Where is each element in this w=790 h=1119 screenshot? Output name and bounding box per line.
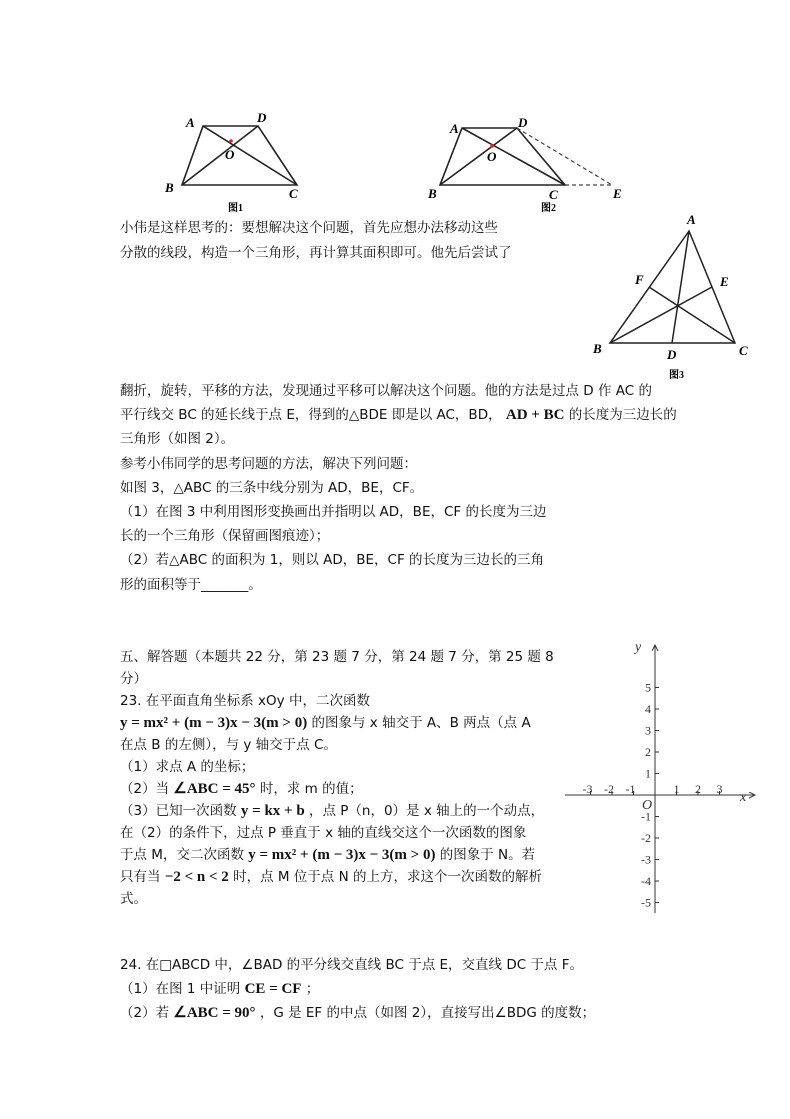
p23-q2-math: ∠ABC = 45° [173,781,256,797]
p22-line3: 翻折，旋转，平移的方法，发现通过平移可以解决这个问题。他的方法是过点 D 作 AC 的 [120,383,652,399]
x-tick-label: -3 [582,782,593,796]
fig3-label-B: B [593,341,602,356]
p23-q2-post: 时，求 m 的值； [259,781,363,797]
p23-q3-line3-math: y = mx² + (m − 3)x − 3(m > 0) [248,847,436,863]
p24-q2-math: ∠ABC = 90° [173,1005,256,1021]
p24-q2-post: ，G 是 EF 的中点（如图 2），直接写出∠BDG 的度数； [259,1005,596,1021]
x-tick-label: 3 [716,782,723,796]
y-tick-label: -4 [641,874,651,888]
p22-line4 [120,406,677,424]
fig1-label-C: C [289,186,298,201]
p23-q3-line4-pre: 只有当 [120,869,161,885]
p23-q2-pre: （2）当 [120,781,170,797]
p23-q3-line3-pre: 于点 M，交二次函数 [120,847,244,863]
p23-q3-line3-post: 的图象于 N。若 [439,847,536,863]
fig2-label-B: B [428,186,437,201]
fig2-caption: 图2 [541,203,556,214]
y-tick-label: -5 [641,895,651,910]
coordinate-axes [560,635,770,920]
fig1-label-B: B [165,180,174,195]
p23-q3-line2: 在（2）的条件下，过点 P 垂直于 x 轴的直线交这个一次函数的图象 [120,825,527,841]
p23-q3-line3 [120,846,535,864]
p22-line1: 小伟是这样思考的：要想解决这个问题，首先应想办法移动这些 [120,220,498,236]
p24-q1 [120,980,319,998]
x-tick-label: -2 [604,782,614,796]
y-tick-label: 3 [645,723,651,738]
p22-line11: 形的面积等于_______。 [120,577,262,593]
p24-q2-pre: （2）若 [120,1005,170,1021]
p24-line1: 24. 在□ABCD 中，∠BAD 的平分线交直线 BC 于点 E，交直线 DC 于点 F。 [120,957,583,973]
fig3-label-D: D [667,347,677,362]
p23-q3-line4 [120,868,542,886]
p22-line6: 参考小伟同学的思考问题的方法，解决下列问题： [120,456,417,472]
y-tick-label: 5 [645,680,651,695]
p23-q1: （1）求点 A 的坐标； [120,759,255,775]
fig2-label-E: E [613,186,622,201]
origin-label: O [642,798,653,813]
x-tick-label: 1 [673,782,680,796]
fig3-label-F: F [635,272,644,287]
fig2-label-C: C [549,187,558,202]
section5-heading: 五、解答题（本题共 22 分，第 23 题 7 分，第 24 题 7 分，第 25 题 8 [120,649,554,665]
p23-q2 [120,780,363,798]
p23-q3-post: ，点 P（n，0）是 x 轴上的一个动点， [308,803,545,819]
p23-line2 [120,714,531,732]
figure-1 [160,105,310,215]
p22-line4-tail: 的长度为三边长的 [568,407,677,423]
p23-line1: 23. 在平面直角坐标系 xOy 中，二次函数 [120,693,370,709]
p22-line10: （2）若△ABC 的面积为 1，则以 AD，BE，CF 的长度为三边长的三角 [120,552,545,568]
y-tick-label: 2 [645,745,651,759]
fig3-label-A: A [687,212,696,227]
p23-q3-line4-post: 时，点 M 位于点 N 的上方，求这个一次函数的解析 [233,869,542,885]
y-tick-label: 1 [645,766,651,781]
section5-heading-cont: 分） [120,671,147,687]
p22-line4-math: AD + BC [505,407,565,423]
fig3-label-E: E [720,274,729,289]
y-tick-label: -3 [641,852,651,867]
p22-line5: 三角形（如图 2）。 [120,431,235,447]
p23-q3 [120,802,544,820]
y-axis-label: y [635,640,642,655]
fig1-caption: 图1 [228,203,243,214]
p22-line7: 如图 3，△ABC 的三条中线分别为 AD，BE，CF。 [120,480,424,496]
y-tick-label: -2 [641,831,651,845]
p22-line9: 长的一个三角形（保留画图痕迹）； [120,528,330,544]
x-tick-label: 2 [695,782,701,796]
fig1-label-D: D [257,110,267,125]
fig1-label-A: A [186,115,195,130]
figure-3 [585,205,765,385]
fig3-label-C: C [739,343,748,358]
figure-2 [420,110,640,220]
fig2-label-D: D [518,115,528,130]
p22-line2: 分散的线段，构造一个三角形，再计算其面积即可。他先后尝试了 [120,245,512,261]
fig2-label-A: A [450,121,459,136]
fig2-label-O: O [487,149,497,164]
p23-q3-line5: 式。 [120,891,147,907]
p24-q2 [120,1004,595,1022]
p23-line2-tail: 的图象与 x 轴交于 A、B 两点（点 A [311,715,531,731]
p22-line8: （1）在图 3 中利用图形变换画出并指明以 AD，BE，CF 的长度为三边 [120,504,547,520]
p23-q3-pre: （3）已知一次函数 [120,803,237,819]
p23-line3: 在点 B 的左侧），与 y 轴交于点 C。 [120,737,337,753]
x-axis-label: x [740,790,747,805]
x-tick-label: -1 [625,782,636,796]
p23-q3-math: y = kx + b [240,803,305,819]
y-tick-label: 4 [645,702,651,716]
p24-q1-math: CE = CF [244,981,302,997]
fig1-label-O: O [225,147,235,162]
fig3-caption: 图3 [669,370,684,381]
p24-q1-post: ； [305,981,320,997]
p24-q1-pre: （1）在图 1 中证明 [120,981,241,997]
p23-q3-line4-math: −2 < n < 2 [164,869,229,885]
y-tick-label: -1 [641,809,651,824]
p23-formula: y = mx² + (m − 3)x − 3(m > 0) [120,715,308,731]
p22-line4-text: 平行线交 BC 的延长线于点 E，得到的△BDE 即是以 AC，BD， [120,407,502,423]
